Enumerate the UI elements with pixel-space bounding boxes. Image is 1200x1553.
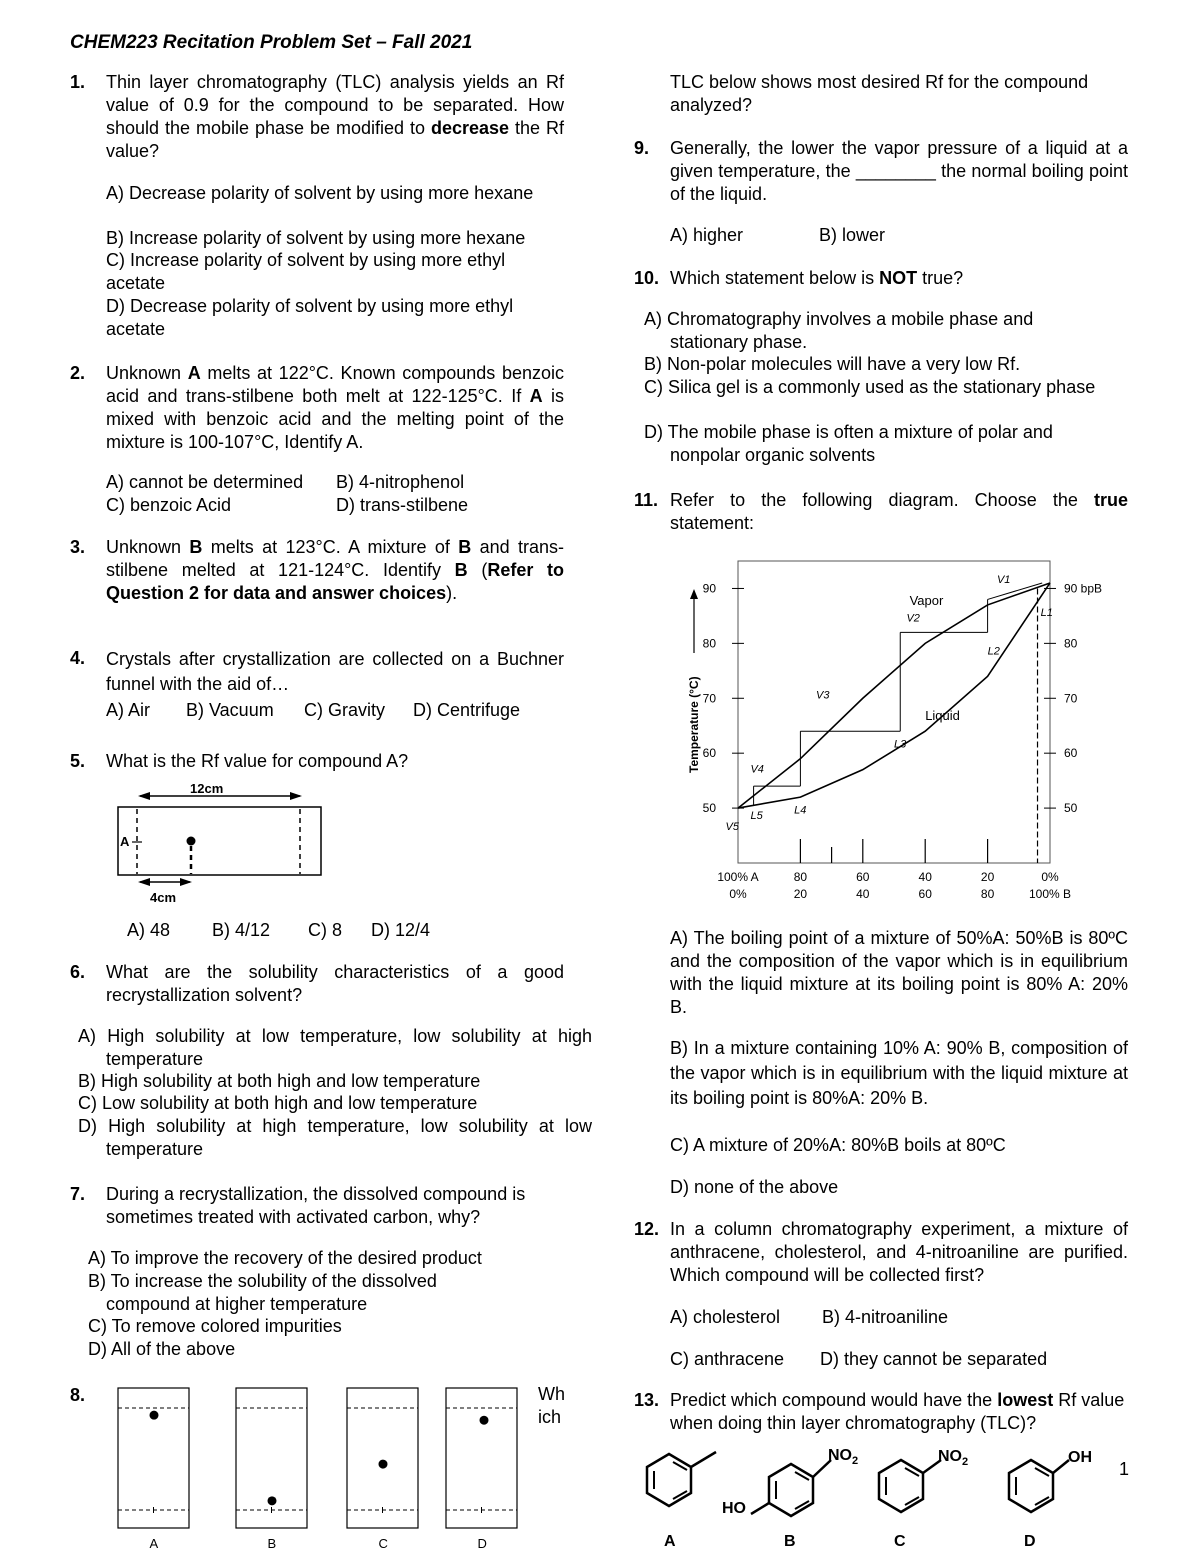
x-tick-label-top: 80 (793, 870, 808, 884)
question-10-text: Which statement below is NOT true? (670, 268, 964, 288)
question-5-text: What is the Rf value for compound A? (106, 751, 409, 771)
svg-text:NO2: $NO_2$ (938, 1448, 969, 1468)
fig-bottom-label: 4cm (150, 890, 177, 905)
q10-option-d: D) The mobile phase is often a mixture of polar and nonpolar organic solvents (644, 422, 1053, 465)
struct-label-c: C (894, 1533, 906, 1550)
q10-option-b: B) Non-polar molecules will have a very low Rf. (644, 354, 1021, 374)
phase-diagram (682, 555, 1142, 910)
x-tick-label-top: 60 (856, 870, 870, 884)
question-6-text: What are the solubility characteristics of a good recrystallization solvent? (106, 962, 564, 1005)
right-tick-label: 90 bpB (1064, 581, 1103, 596)
q6-option-d: D) High solubility at high temperature, low solubility at low temperature (78, 1116, 592, 1159)
right-tick-label: 50 (1064, 801, 1078, 816)
question-12-text: In a column chromatography experiment, a mixture of anthracene, cholesterol, and 4-nitroaniline are purified. Which compound will be collected first? (670, 1219, 1128, 1285)
annotation-label: L1 (1040, 606, 1053, 619)
annotation-label: V5 (725, 821, 739, 834)
q4-option-a: A) Air (106, 700, 151, 720)
right-tick-label: 80 (1064, 636, 1078, 651)
annotation-label: V3 (816, 689, 830, 702)
q7-option-b: B) To increase the solubility of the dissolved compound at higher temperature (88, 1271, 437, 1314)
plate-label-d: D (477, 1536, 487, 1551)
question-number: 10. (634, 268, 660, 288)
tlc-plates-figure (110, 1380, 530, 1552)
q4-option-b: B) Vacuum (186, 700, 274, 720)
x-tick-label-bottom: 60 (918, 887, 932, 901)
q11-option-c: C) A mixture of 20%A: 80%B boils at 80ºC (670, 1135, 1006, 1155)
question-number: 1. (70, 72, 86, 92)
structure-a-toluene (647, 1452, 716, 1550)
svg-text:OH: OH (1068, 1449, 1092, 1466)
y-tick-label: 80 (702, 636, 716, 651)
question-9-text: Generally, the lower the vapor pressure of a liquid at a given temperature, the ________ the normal boiling point of the liquid. (670, 138, 1128, 204)
y-tick-label: 50 (702, 801, 716, 816)
plate-label-b: B (267, 1536, 277, 1551)
y-axis-arrowhead (690, 589, 698, 599)
structures-figure (636, 1436, 1116, 1553)
question-number: 8. (70, 1385, 86, 1405)
question-8-side-text: Which (538, 1384, 565, 1427)
tlc-spot (187, 837, 196, 846)
question-13-text: Predict which compound would have the lowest Rf value when doing thin layer chromatography (TLC)? (670, 1390, 1125, 1433)
q4-option-c: C) Gravity (304, 700, 385, 720)
page-number: 1 (1119, 1459, 1130, 1479)
question-3-text: Unknown B melts at 123°C. A mixture of B and trans-stilbene melted at 121-124°C. Identify B (Refer to Question 2 for data and answer choices). (106, 537, 565, 603)
tlc-spot-a (150, 1411, 159, 1420)
question-1-text: Thin layer chromatography (TLC) analysis yields an Rf value of 0.9 for the compound to be separated. How should the mobile phase be modified to decrease the Rf value? (106, 72, 564, 161)
annotation-label: V1 (996, 573, 1011, 586)
q5-option-c: C) 8 (308, 920, 343, 940)
tlc-spot-d (480, 1416, 489, 1425)
series-label-vapor: Vapor (909, 592, 944, 608)
question-2-text: Unknown A melts at 122°C. Known compounds benzoic acid and trans-stilbene both melt at 122-125°C. If A is mixed with benzoic acid and the melting point of the mixture is 100-107°C, Identify A. (106, 363, 565, 452)
fig-top-label: 12cm (190, 781, 224, 796)
structure-d-phenol (1009, 1449, 1092, 1550)
y-tick-label: 90 (702, 581, 716, 596)
right-tick-label: 70 (1064, 691, 1078, 706)
x-tick-label-top: 0% (1041, 870, 1059, 884)
plate-label-a: A (149, 1536, 159, 1551)
question-number: 6. (70, 962, 86, 982)
question-7-text: During a recrystallization, the dissolved compound is sometimes treated with activated carbon, why? (106, 1184, 526, 1227)
q12-option-a: A) cholesterol (670, 1307, 781, 1327)
x-tick-label-bottom: 20 (793, 887, 808, 901)
x-tick-label-bottom: 80 (980, 887, 995, 901)
y-axis-label: Temperature (°C) (687, 676, 701, 773)
struct-label-a: A (664, 1533, 676, 1550)
x-tick-label-top: 20 (980, 870, 995, 884)
series-label-liquid: Liquid (925, 708, 960, 724)
q10-option-a: A) Chromatography involves a mobile phase and stationary phase. (644, 309, 1034, 352)
q9-option-b: B) lower (819, 225, 886, 245)
q12-option-c: C) anthracene (670, 1349, 785, 1369)
x-tick-label-bottom: 0% (729, 887, 747, 901)
tlc-plate-figure (110, 776, 330, 906)
x-tick-label-bottom: 100% B (1028, 887, 1072, 901)
question-number: 3. (70, 537, 86, 557)
q12-option-b: B) 4-nitroaniline (822, 1307, 949, 1327)
q2-option-b: B) 4-nitrophenol (336, 472, 465, 492)
question-number: 7. (70, 1184, 86, 1204)
q11-option-d: D) none of the above (670, 1177, 839, 1197)
q7-option-a: A) To improve the recovery of the desired product (88, 1248, 482, 1268)
q1-option-b: B) Increase polarity of solvent by using more hexane (106, 228, 526, 248)
plate-label-c: C (378, 1536, 388, 1551)
q5-option-d: D) 12/4 (371, 920, 431, 940)
x-tick-label-bottom: 40 (856, 887, 870, 901)
tlc-spot-b (268, 1496, 277, 1505)
q6-option-b: B) High solubility at both high and low temperature (78, 1071, 481, 1091)
svg-text:NO2: $NO_2$ (828, 1447, 859, 1467)
plot-frame (738, 561, 1050, 863)
question-number: 4. (70, 648, 86, 668)
question-number: 11. (634, 490, 659, 510)
annotation-label: L5 (750, 810, 763, 823)
annotation-label: L2 (987, 645, 1000, 658)
tlc-spot-c (379, 1460, 388, 1469)
q11-option-b: B) In a mixture containing 10% A: 90% B, composition of the vapor which is in equilibrium with the liquid mixture at its boiling point is 80%A: 20% B. (670, 1038, 1128, 1108)
svg-text:HO: HO (722, 1500, 746, 1517)
annotation-label: V2 (906, 612, 920, 625)
curve-liquid (738, 583, 1050, 808)
annotation-label: L4 (794, 804, 807, 817)
tie-line (988, 583, 1043, 599)
fig-spot-label: A (120, 834, 130, 849)
page-header: CHEM223 Recitation Problem Set – Fall 2021 (70, 32, 473, 53)
q2-option-a: A) cannot be determined (106, 472, 304, 492)
q5-option-a: A) 48 (127, 920, 171, 940)
structure-c-nitrobenzene (879, 1448, 968, 1550)
curve-vapor (738, 583, 1050, 808)
q7-option-c: C) To remove colored impurities (88, 1316, 342, 1336)
question-number: 13. (634, 1390, 660, 1410)
question-4-text: Crystals after crystallization are collected on a Buchner funnel with the aid of… (106, 649, 564, 694)
question-number: 12. (634, 1219, 660, 1239)
q6-option-a: A) High solubility at low temperature, low solubility at high temperature (78, 1026, 592, 1069)
struct-label-d: D (1024, 1533, 1036, 1550)
q5-option-b: B) 4/12 (212, 920, 271, 940)
q11-option-a: A) The boiling point of a mixture of 50%A: 50%B is 80ºC and the composition of the vapor which is in equilibrium with the liquid mixture at its boiling point is 80% A: 20% B. (670, 928, 1128, 1017)
question-number: 2. (70, 363, 86, 383)
question-11-text: Refer to the following diagram. Choose the true statement: (670, 490, 1128, 533)
q1-option-d: D) Decrease polarity of solvent by using more ethyl acetate (106, 296, 514, 339)
q4-option-d: D) Centrifuge (413, 700, 521, 720)
q1-option-a: A) Decrease polarity of solvent by using more hexane (106, 183, 534, 203)
q1-option-c: C) Increase polarity of solvent by using more ethyl acetate (106, 250, 506, 293)
q9-option-a: A) higher (670, 225, 744, 245)
question-8-text: TLC below shows most desired Rf for the compound analyzed? (670, 72, 1089, 115)
q12-option-d: D) they cannot be separated (820, 1349, 1048, 1369)
y-tick-label: 60 (702, 746, 716, 761)
annotation-label: V4 (750, 763, 764, 776)
annotation-label: L3 (894, 738, 907, 751)
x-tick-label-top: 40 (918, 870, 932, 884)
structure-b-nitrophenol (722, 1447, 858, 1550)
y-tick-label: 70 (702, 691, 716, 706)
q2-option-c: C) benzoic Acid (106, 495, 232, 515)
right-tick-label: 60 (1064, 746, 1078, 761)
q10-option-c: C) Silica gel is a commonly used as the stationary phase (644, 377, 1096, 397)
question-number: 5. (70, 751, 86, 771)
q2-option-d: D) trans-stilbene (336, 495, 469, 515)
q7-option-d: D) All of the above (88, 1339, 236, 1359)
x-tick-label-top: 100% A (717, 870, 759, 884)
q6-option-c: C) Low solubility at both high and low temperature (78, 1093, 478, 1113)
struct-label-b: B (784, 1533, 796, 1550)
question-number: 9. (634, 138, 650, 158)
